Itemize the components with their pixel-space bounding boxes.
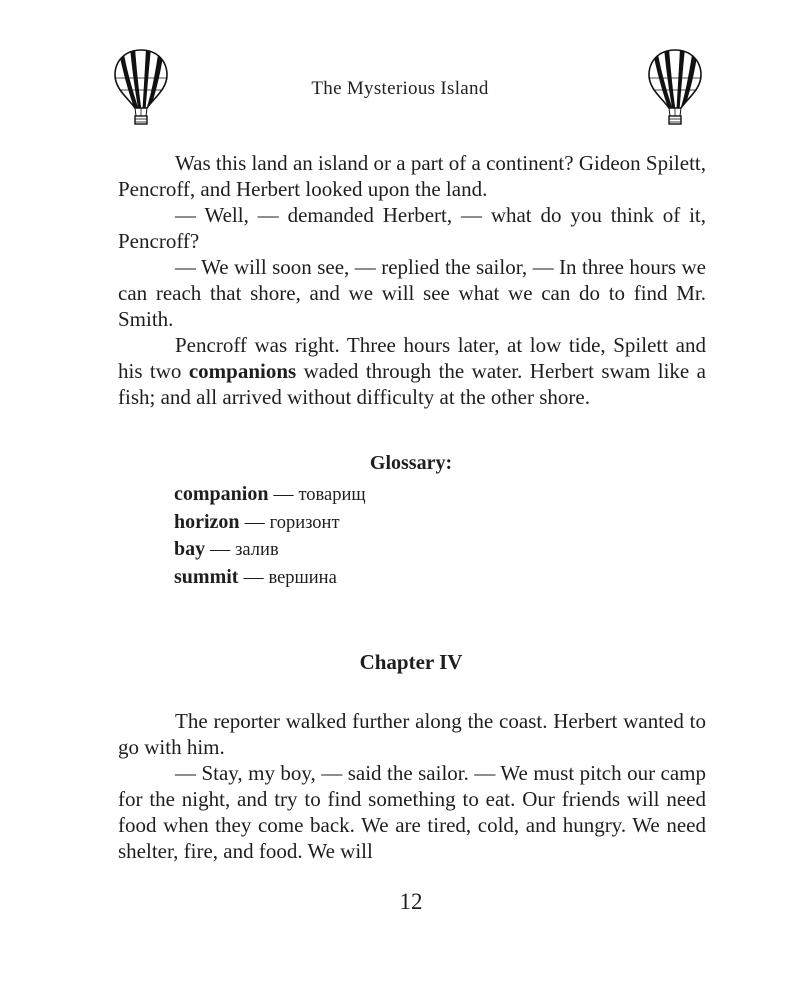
glossary-translation: горизонт xyxy=(269,512,340,533)
paragraph: The reporter walked further along the coast. Herbert wanted to go with him. xyxy=(118,709,706,759)
glossary-translation: залив xyxy=(235,540,279,560)
glossary-dash: — xyxy=(268,483,299,505)
paragraph: — We will soon see, — replied the sailor, — In three hours we can reach that shore, and we will see what we can do to find Mr. Smith. xyxy=(118,255,706,331)
glossary-term: summit xyxy=(174,565,239,588)
paragraph: Was this land an island or a part of a continent? Gideon Spilett, Pencroff, and Herbert looked upon the land. xyxy=(118,151,706,201)
running-title: The Mysterious Island xyxy=(311,78,489,99)
paragraph xyxy=(118,332,706,410)
paragraph-text: waded through the water. Herbert swam like a fish; and all arrived without difficulty at the other shore. xyxy=(118,359,706,409)
glossary-dash: — xyxy=(239,510,270,533)
paragraph-text: Pencroff was right. Three hours later, at low tide, Spilett and his two xyxy=(118,333,706,383)
glossary-entry xyxy=(174,481,366,509)
glossary-entry xyxy=(174,536,366,564)
glossary-term: bay xyxy=(174,538,206,560)
glossary-entry xyxy=(174,564,366,592)
glossary-entry xyxy=(174,509,366,537)
glossary-translation: вершина xyxy=(268,567,337,588)
glossary-translation: товарищ xyxy=(298,485,366,505)
story-text-part2 xyxy=(118,708,706,864)
glossary-title: Glossary: xyxy=(369,452,453,474)
chapter-title: Chapter IV xyxy=(359,650,463,674)
glossary-term: companion xyxy=(174,483,269,505)
page-number: 12 xyxy=(399,889,423,914)
paragraph: — Stay, my boy, — said the sailor. — We must pitch our camp for the night, and try to find something to eat. Our friends will need food when they come back. We are tired, cold, and hungry. We need shelter, fire, and food. We will xyxy=(118,761,706,863)
glossary-dash: — xyxy=(238,565,269,588)
paragraph: — Well, — demanded Herbert, — what do you think of it, Pencroff? xyxy=(118,203,706,253)
glossary-term: horizon xyxy=(174,510,240,533)
glossary-dash: — xyxy=(205,538,236,560)
glossary-list xyxy=(174,481,366,591)
vocabulary-word: companions xyxy=(188,359,297,383)
story-text-part1 xyxy=(118,150,706,410)
